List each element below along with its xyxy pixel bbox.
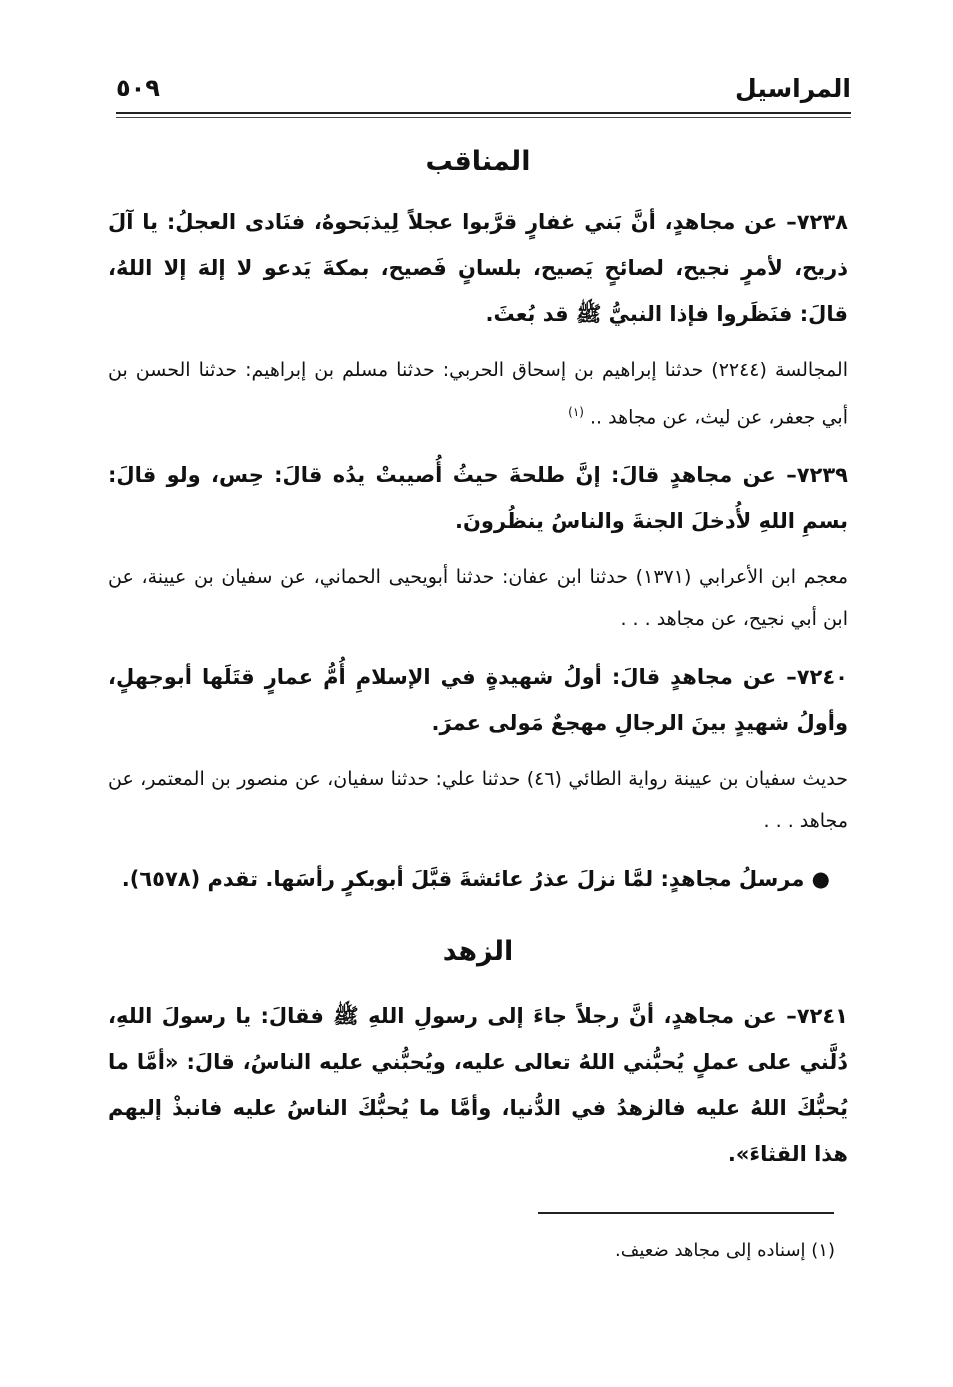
running-title: المراسيل — [735, 74, 851, 103]
footnote: (١) إسناده إلى مجاهد ضعيف. — [615, 1240, 835, 1261]
page-number: ٥٠٩ — [116, 74, 160, 102]
hadith-7238: ٧٢٣٨– عن مجاهدٍ، أنَّ بَني غفارٍ قرَّبوا عجلاً لِيذبَحوهُ، فنَادى العجلُ: يا آلَ ذريح، لأمرٍ نجيح، لصائحٍ يَصيح، بلسانٍ فَصيح، بمكةَ يَدعو لا إلهَ إلا اللهُ، قالَ: فنَظَروا فإذا النبيُّ ﷺ قد بُعثَ. — [108, 210, 848, 326]
page-header — [116, 74, 851, 110]
header-rule — [116, 112, 851, 114]
hadith-7240: ٧٢٤٠– عن مجاهدٍ قالَ: أولُ شهيدةٍ في الإسلامِ أُمُّ عمارٍ قتَلَها أبوجهلٍ، وأولُ شهيدٍ بينَ الرجالِ مهجعٌ مَولى عمرَ. — [108, 665, 848, 736]
source-7239: معجم ابن الأعرابي (١٣٧١) حدثنا ابن عفان: حدثنا أبويحيى الحماني، عن سفيان بن عيينة، عن ابن أبي نجيح، عن مجاهد . . . — [108, 566, 848, 631]
source-7238-text: المجالسة (٢٢٤٤) حدثنا إبراهيم بن إسحاق الحربي: حدثنا مسلم بن إبراهيم: حدثنا الحسن بن أبي جعفر، عن ليث، عن مجاهد .. — [108, 359, 848, 429]
footnote-ref: (١) — [568, 405, 584, 419]
source-7240: حديث سفيان بن عيينة رواية الطائي (٤٦) حدثنا علي: حدثنا سفيان، عن منصور بن المعتمر، عن مجاهد . . . — [108, 768, 848, 833]
section-heading-zuhd: الزهد — [442, 936, 514, 968]
section-heading-manaqib: المناقب — [425, 146, 531, 177]
hadith-7239: ٧٢٣٩– عن مجاهدٍ قالَ: إنَّ طلحةَ حيثُ أُصيبتْ يدُه قالَ: حِس، ولو قالَ: بسمِ اللهِ لأُدخلَ الجنةَ والناسُ ينظُرونَ. — [108, 463, 848, 534]
header-rule-thin — [116, 117, 851, 118]
mursal-note: ● مرسلُ مجاهدٍ: لمَّا نزلَ عذرُ عائشةَ قبَّلَ أبوبكرٍ رأسَها. تقدم (٦٥٧٨). — [121, 867, 830, 892]
hadith-7241: ٧٢٤١– عن مجاهدٍ، أنَّ رجلاً جاءَ إلى رسولِ اللهِ ﷺ فقالَ: يا رسولَ اللهِ، دُلَّني على عملٍ يُحبُّني اللهُ تعالى عليه، ويُحبُّني عليه الناسُ، قالَ: «أمَّا ما يُحبُّكَ اللهُ عليه فالزهدُ في الدُّنيا، وأمَّا ما يُحبُّكَ الناسُ عليه فانبذْ إليهم هذا القثاءَ». — [108, 1004, 848, 1167]
page-content — [108, 138, 848, 1189]
footnote-rule — [538, 1212, 834, 1214]
source-7238 — [108, 349, 848, 438]
